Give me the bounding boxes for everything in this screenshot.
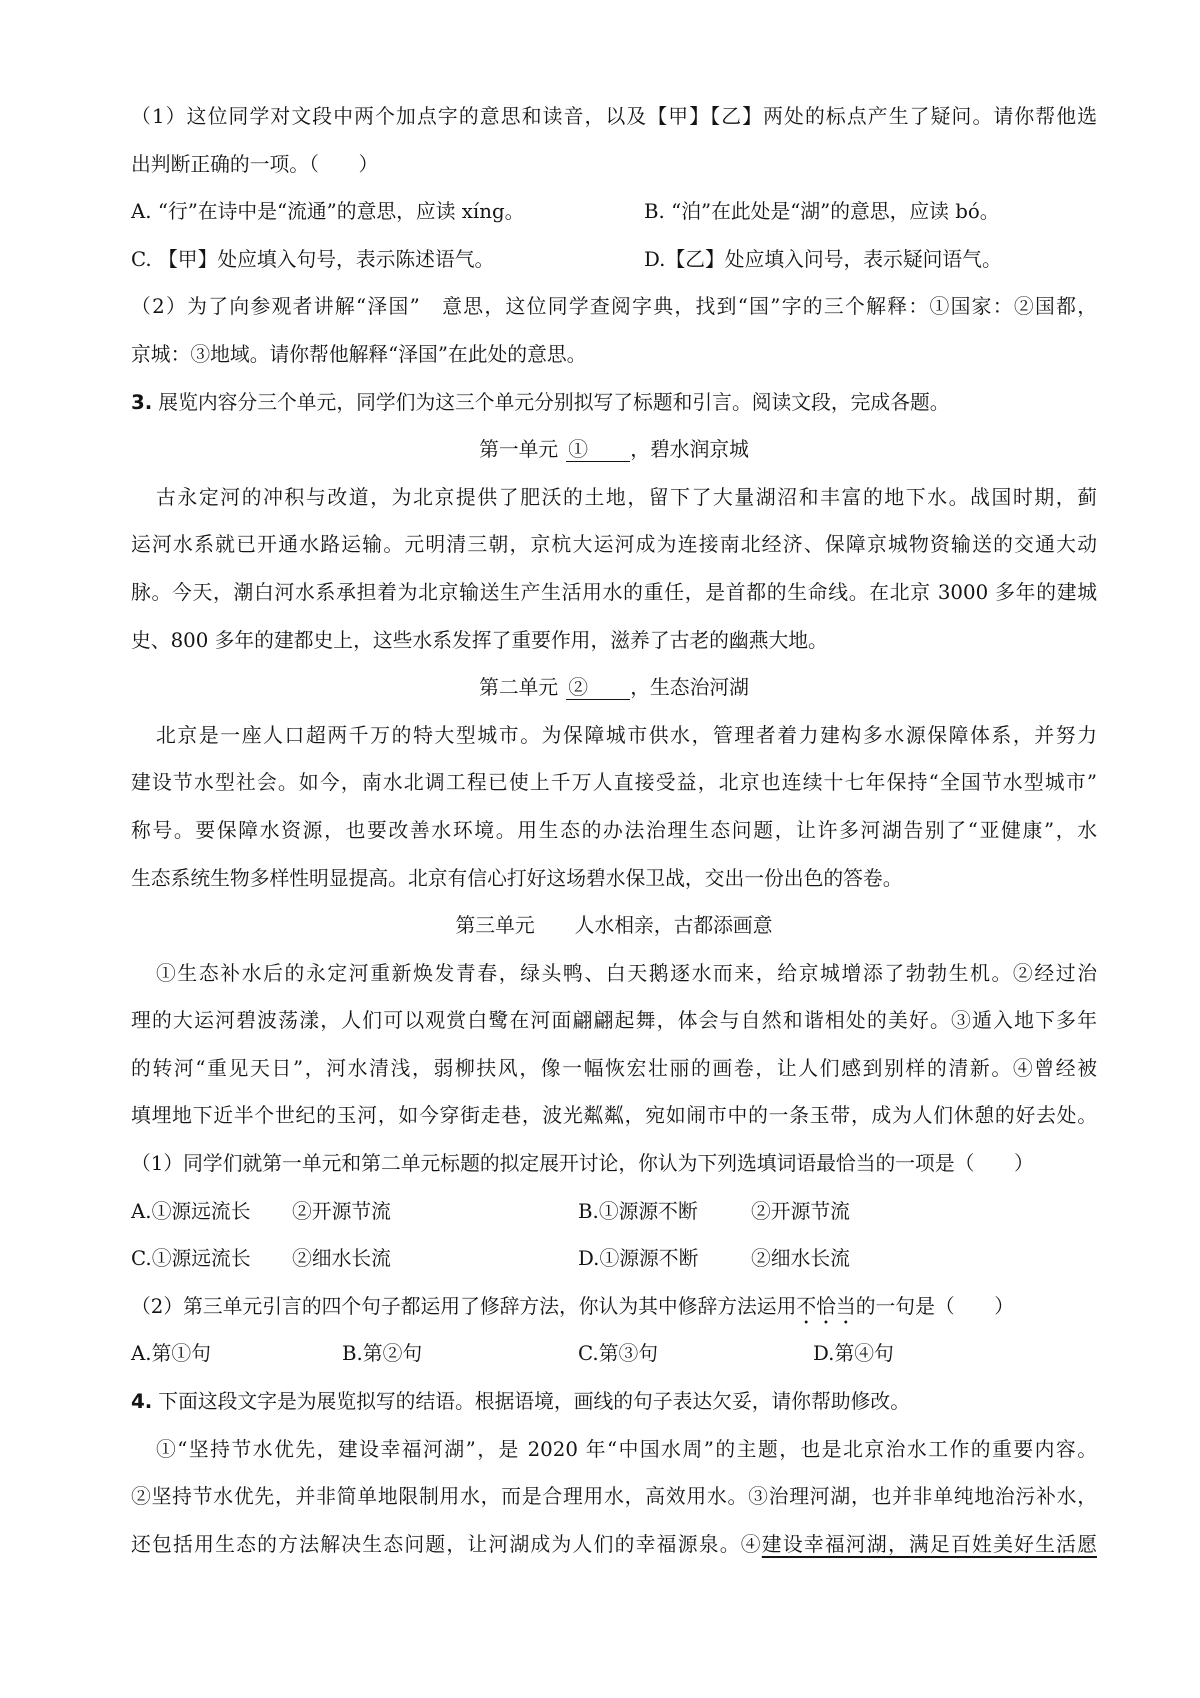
q2-option-row [131, 188, 1097, 236]
unit-3-title: 人水相亲，古都添画意 [574, 914, 773, 938]
unit-3-passage-line: 理的大运河碧波荡漾，人们可以观赏白鹭在河面翩翩起舞，体会与自然和谐相处的美好。③遁入地下多年 [131, 1009, 1097, 1033]
q3-sub1-option-b-second: ②开源节流 [751, 1199, 850, 1223]
q2-part1-stem-line: 出判断正确的一项。（ ） [131, 152, 379, 176]
q3-sub2-stem [131, 1283, 1097, 1331]
q2-option-a: A. “行”在诗中是“流通”的意思，应读 xíng。 [131, 200, 525, 224]
q3-sub2-option-row [131, 1330, 1097, 1378]
question-3 [131, 379, 1097, 1378]
q3-sub1-option-row [131, 1188, 1097, 1236]
unit-1-heading [131, 426, 1097, 474]
q4-passage-line [131, 1521, 1097, 1569]
q2-option-row [131, 236, 1097, 284]
q4-passage-line: ②坚持节水优先，并非简单地限制用水，而是合理用水，高效用水。③治理河湖，也并非单纯地治污补水， [131, 1485, 1097, 1509]
q3-sub2-option-c: C.第③句 [578, 1342, 659, 1366]
unit-3-heading [131, 902, 1097, 950]
unit-3-label: 第三单元 [455, 914, 535, 938]
unit-2-heading [131, 664, 1097, 712]
q3-stem-text: 展览内容分三个单元，同学们为这三个单元分别拟写了标题和引言。阅读文段，完成各题。 [158, 390, 950, 414]
unit-2-title: ，生态治河湖 [630, 676, 749, 700]
question-2 [131, 93, 1097, 379]
unit-3-passage-line: 填埋地下近半个世纪的玉河，如今穿街走巷，波光粼粼，宛如闹市中的一条玉带，成为人们休憩的好去处。 [131, 1104, 1097, 1128]
q3-sub1-option-a-second: ②开源节流 [292, 1199, 391, 1223]
q3-sub2-stem-after: 的一句是（ ） [855, 1294, 1014, 1318]
unit-1-passage-line: 史、800 多年的建都史上，这些水系发挥了重要作用，滋养了古老的幽燕大地。 [131, 628, 828, 652]
q3-stem [131, 379, 1097, 427]
q3-number: 3. [131, 390, 153, 414]
q2-option-b: B. “泊”在此处是“湖”的意思，应读 bó。 [644, 200, 1000, 224]
unit-1-title-blank: ① [566, 439, 630, 462]
q3-sub1-option-c-second: ②细水长流 [292, 1247, 391, 1271]
exam-page [131, 93, 1097, 1568]
q3-sub1-option-b-first: B.①源源不断 [578, 1199, 698, 1223]
unit-1-label: 第一单元 [479, 438, 559, 462]
q3-sub1-option-c-first: C.①源远流长 [131, 1247, 251, 1271]
unit-1-passage-line: 脉。今天，潮白河水系承担着为北京输送生产生活用水的重任，是首都的生命线。在北京 3000 多年的建城 [131, 580, 1097, 604]
unit-2-passage-line: 北京是一座人口超两千万的特大型城市。为保障城市供水，管理者着力建构多水源保障体系，并努力 [156, 723, 1097, 747]
q4-underlined-sentence: 建设幸福河湖，满足百姓美好生活愿 [761, 1532, 1097, 1556]
q4-stem [131, 1378, 1097, 1426]
q3-sub2-option-d: D.第④句 [813, 1342, 894, 1366]
unit-3-passage-line: 的转河“重见天日”，河水清浅，弱柳扶风，像一幅恢宏壮丽的画卷，让人们感到别样的清新。④曾经被 [131, 1056, 1097, 1080]
q4-passage-plain-text: 还包括用生态的方法解决生态问题，让河湖成为人们的幸福源泉。④ [131, 1532, 762, 1556]
q4-passage-line: ①“坚持节水优先，建设幸福河湖”，是 2020 年“中国水周”的主题，也是北京治水工作的重要内容。 [156, 1437, 1097, 1461]
q4-number: 4. [131, 1390, 153, 1414]
q4-stem-text: 下面这段文字是为展览拟写的结语。根据语境，画线的句子表达欠妥，请你帮助修改。 [158, 1390, 910, 1414]
q2-part1-stem-line: （1）这位同学对文段中两个加点字的意思和读音，以及【甲】【乙】两处的标点产生了疑问。请你帮他选 [131, 105, 1097, 128]
q3-sub1-option-d-second: ②细水长流 [751, 1247, 850, 1271]
unit-2-label: 第二单元 [479, 676, 559, 700]
unit-1-passage-line: 古永定河的冲积与改道，为北京提供了肥沃的土地，留下了大量湖沼和丰富的地下水。战国时期，蓟 [156, 485, 1097, 509]
unit-2-passage-line: 建设节水型社会。如今，南水北调工程已使上千万人直接受益，北京也连续十七年保持“全国节水型城市” [131, 771, 1097, 795]
q3-sub1-option-d-first: D.①源源不断 [578, 1247, 699, 1271]
q2-part2-stem-line: 京城：③地域。请你帮他解释“泽国”在此处的意思。 [131, 342, 587, 366]
q3-sub2-option-b: B.第②句 [342, 1342, 423, 1366]
unit-2-passage-line: 称号。要保障水资源，也要改善水环境。用生态的办法治理生态问题，让许多河湖告别了“亚健康”，水 [131, 818, 1097, 842]
q3-sub1-option-row [131, 1235, 1097, 1283]
q2-option-d: D.【乙】处应填入问号，表示疑问语气。 [644, 247, 1002, 271]
unit-1-passage-line: 运河水系就已开通水路运输。元明清三朝，京杭大运河成为连接南北经济、保障京城物资输送的交通大动 [131, 533, 1097, 557]
unit-2-title-blank: ② [566, 677, 630, 700]
unit-1-title: ，碧水润京城 [630, 438, 749, 462]
q2-option-c: C. 【甲】处应填入句号，表示陈述语气。 [131, 247, 495, 271]
q2-part2-stem-line: （2）为了向参观者讲解“泽国” 意思，这位同学查阅字典，找到“国”字的三个解释：①国家：②国都， [131, 295, 1097, 319]
q3-sub2-option-a: A.第①句 [131, 1342, 211, 1366]
q3-sub2-stem-emphasis: 不恰当 [796, 1294, 856, 1318]
unit-3-passage-line: ①生态补水后的永定河重新焕发青春，绿头鸭、白天鹅逐水而来，给京城增添了勃勃生机。②经过治 [156, 961, 1097, 985]
q3-sub1-stem: （1）同学们就第一单元和第二单元标题的拟定展开讨论，你认为下列选填词语最恰当的一项是（ ） [131, 1152, 1034, 1176]
q3-sub1-option-a-first: A.①源远流长 [131, 1199, 251, 1223]
q3-sub2-stem-before: （2）第三单元引言的四个句子都运用了修辞方法，你认为其中修辞方法运用 [131, 1294, 797, 1318]
unit-2-passage-line: 生态系统生物多样性明显提高。北京有信心打好这场碧水保卫战，交出一份出色的答卷。 [131, 866, 903, 890]
question-4 [131, 1378, 1097, 1568]
